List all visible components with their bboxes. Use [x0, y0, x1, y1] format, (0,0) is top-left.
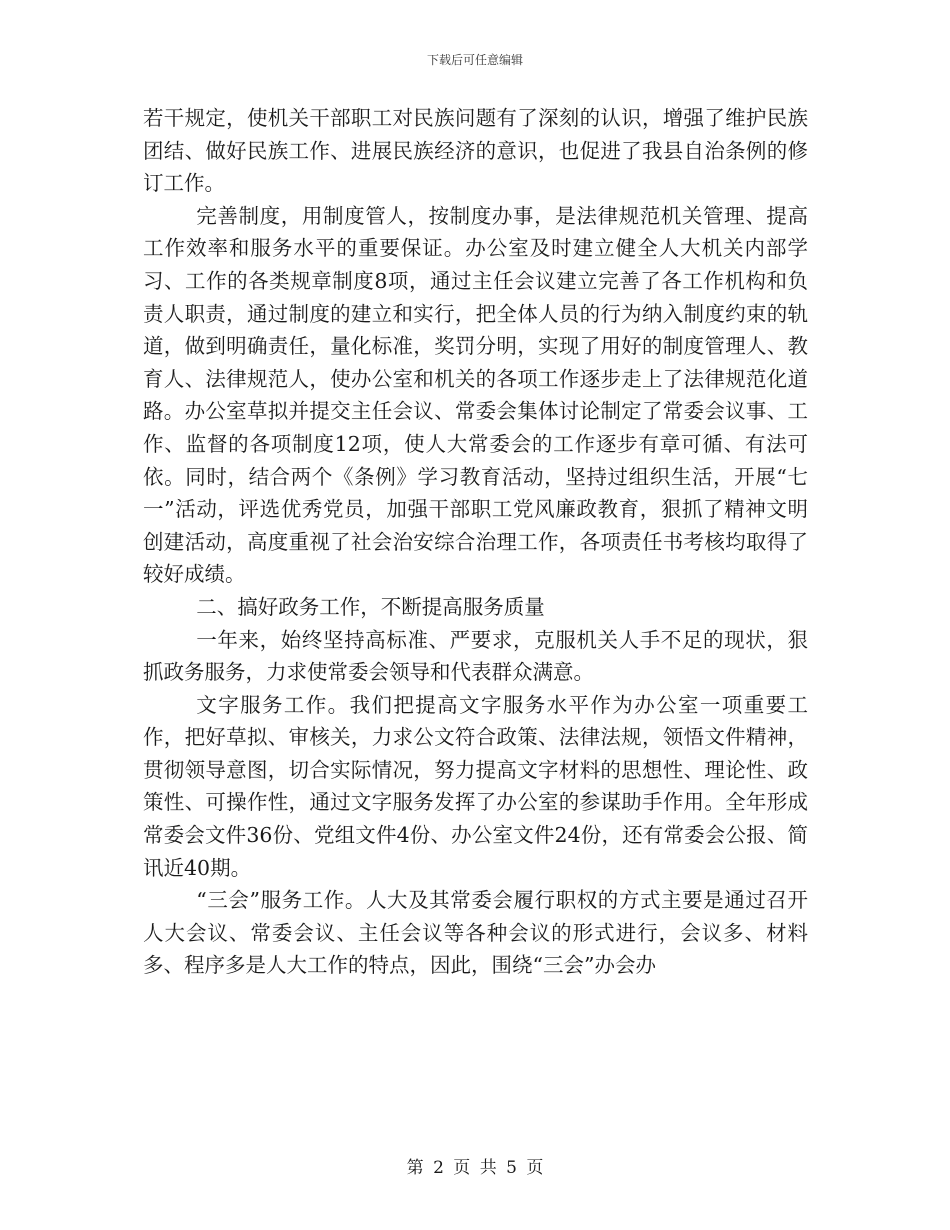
paragraph-1: 若干规定，使机关干部职工对民族问题有了深刻的认识，增强了维护民族团结、做好民族工作、进展民族经济的意识，也促进了我县自治条例的修订工作。: [143, 106, 808, 196]
page-header: 下载后可任意编辑: [426, 53, 523, 67]
paragraph-2: 完善制度，用制度管人，按制度办事，是法律规范机关管理、提高工作效率和服务水平的重要保证。办公室及时建立健全人大机关内部学习、工作的各类规章制度8项，通过主任会议建立完善了各工作机构和负责人职责，通过制度的建立和实行，把全体人员的行为纳入制度约束的轨道，做到明确责任，量化标准，奖罚分明，实现了用好的制度管理人、教育人、法律规范人，使办公室和机关的各项工作逐步走上了法律规范化道路。办公室草拟并提交主任会议、常委会集体讨论制定了常委会议事、工作、监督的各项制度12项，使人大常委会的工作逐步有章可循、有法可依。同时，结合两个《条例》学习教育活动，坚持过组织生活，开展“七一”活动，评选优秀党员，加强干部职工党风廉政教育，狠抓了精神文明创建活动，高度重视了社会治安综合治理工作，各项责任书考核均取得了较好成绩。: [143, 203, 808, 587]
paragraph-3: 一年来，始终坚持高标准、严要求，克服机关人手不足的现状，狠抓政务服务，力求使常委会领导和代表群众满意。: [143, 627, 808, 685]
paragraph-4: 文字服务工作。我们把提高文字服务水平作为办公室一项重要工作，把好草拟、审核关，力求公文符合政策、法律法规，领悟文件精神，贯彻领导意图，切合实际情况，努力提高文字材料的思想性、理论性、政策性、可操作性，通过文字服务发挥了办公室的参谋助手作用。全年形成常委会文件36份、党组文件4份、办公室文件24份，还有常委会公报、简讯近40期。: [143, 692, 808, 880]
document-body: [143, 102, 808, 982]
page-footer: 第 2 页 共 5 页: [406, 1158, 544, 1178]
section-heading: 二、搞好政务工作，不断提高服务质量: [196, 594, 545, 619]
paragraph-5: “三会”服务工作。人大及其常委会履行职权的方式主要是通过召开人大会议、常委会议、主任会议等各种会议的形式进行，会议多、材料多、程序多是人大工作的特点，因此，围绕“三会”办会办: [143, 888, 808, 978]
